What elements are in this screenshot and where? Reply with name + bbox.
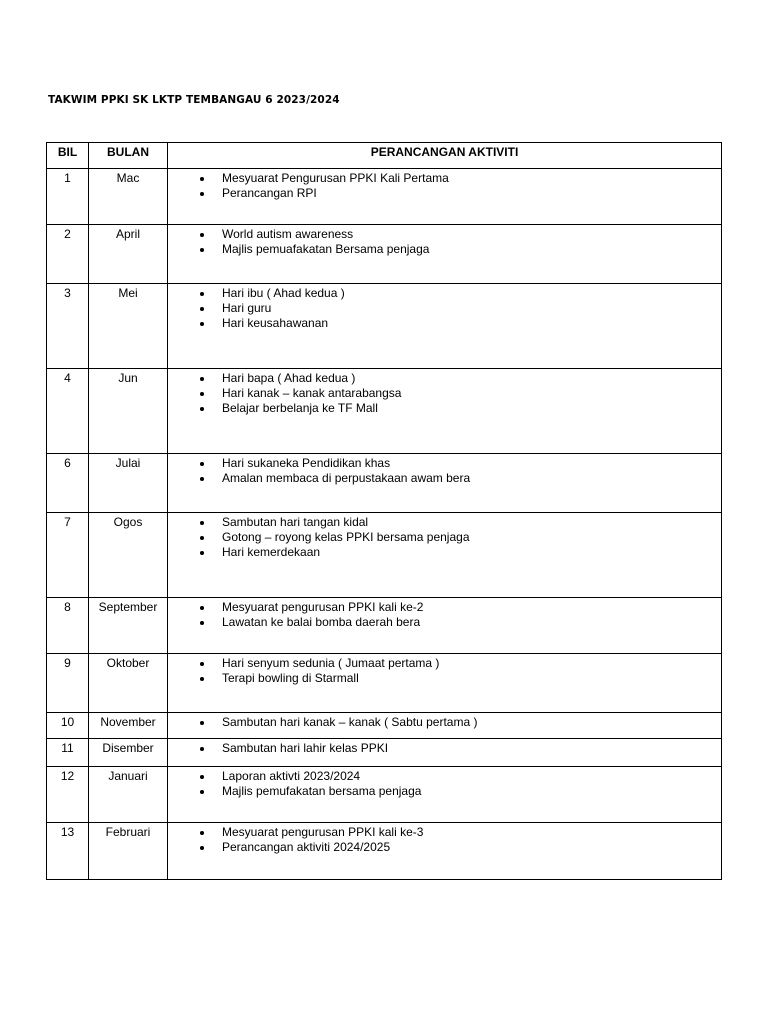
- activity-item: Gotong – royong kelas PPKI bersama penjaga: [198, 530, 721, 545]
- bil-cell: 4: [47, 369, 89, 453]
- bulan-cell: Ogos: [89, 513, 168, 597]
- activity-list: [168, 741, 721, 756]
- bulan-cell: Februari: [89, 823, 168, 879]
- table-row: [46, 712, 722, 738]
- aktiviti-cell: [168, 454, 721, 512]
- table-row: [46, 738, 722, 766]
- activity-item: Mesyuarat Pengurusan PPKI Kali Pertama: [198, 171, 721, 186]
- activity-item: Perancangan RPI: [198, 186, 721, 201]
- bulan-cell: April: [89, 225, 168, 283]
- table-row: [46, 453, 722, 512]
- table-row: [46, 822, 722, 880]
- bulan-cell: Julai: [89, 454, 168, 512]
- table-row: [46, 224, 722, 283]
- aktiviti-cell: [168, 225, 721, 283]
- aktiviti-cell: [168, 284, 721, 368]
- activity-item: Terapi bowling di Starmall: [198, 671, 721, 686]
- bil-cell: 9: [47, 654, 89, 712]
- activity-list: [168, 825, 721, 855]
- activity-item: Hari guru: [198, 301, 721, 316]
- activity-item: Hari bapa ( Ahad kedua ): [198, 371, 721, 386]
- bil-cell: 3: [47, 284, 89, 368]
- activity-item: Lawatan ke balai bomba daerah bera: [198, 615, 721, 630]
- activity-item: Hari sukaneka Pendidikan khas: [198, 456, 721, 471]
- bil-cell: 13: [47, 823, 89, 879]
- activity-item: Majlis pemufakatan bersama penjaga: [198, 784, 721, 799]
- activity-list: [168, 371, 721, 416]
- activity-item: Mesyuarat pengurusan PPKI kali ke-2: [198, 600, 721, 615]
- bil-cell: 11: [47, 739, 89, 766]
- header-bulan: BULAN: [89, 143, 168, 168]
- table-row: [46, 512, 722, 597]
- activity-item: Sambutan hari kanak – kanak ( Sabtu pertama ): [198, 715, 721, 730]
- bil-cell: 7: [47, 513, 89, 597]
- aktiviti-cell: [168, 823, 721, 879]
- aktiviti-cell: [168, 654, 721, 712]
- header-aktiviti: PERANCANGAN AKTIVITI: [370, 145, 519, 159]
- activity-list: [168, 515, 721, 560]
- activity-item: Sambutan hari tangan kidal: [198, 515, 721, 530]
- activity-item: Majlis pemuafakatan Bersama penjaga: [198, 242, 721, 257]
- bulan-cell: November: [89, 713, 168, 738]
- activity-item: Perancangan aktiviti 2024/2025: [198, 840, 721, 855]
- table-row: [46, 283, 722, 368]
- aktiviti-cell: [168, 739, 721, 766]
- aktiviti-cell: [168, 598, 721, 653]
- activity-item: Mesyuarat pengurusan PPKI kali ke-3: [198, 825, 721, 840]
- bulan-cell: September: [89, 598, 168, 653]
- bulan-cell: Mei: [89, 284, 168, 368]
- activity-item: Hari kemerdekaan: [198, 545, 721, 560]
- aktiviti-cell: [168, 369, 721, 453]
- activity-table: [46, 142, 722, 880]
- bulan-cell: Jun: [89, 369, 168, 453]
- table-row: [46, 766, 722, 822]
- table-row: [46, 368, 722, 453]
- bulan-cell: Mac: [89, 169, 168, 224]
- activity-item: Belajar berbelanja ke TF Mall: [198, 401, 721, 416]
- activity-item: Laporan aktivti 2023/2024: [198, 769, 721, 784]
- activity-item: Hari keusahawanan: [198, 316, 721, 331]
- activity-item: World autism awareness: [198, 227, 721, 242]
- activity-list: [168, 286, 721, 331]
- aktiviti-cell: [168, 513, 721, 597]
- activity-item: Hari kanak – kanak antarabangsa: [198, 386, 721, 401]
- page-title: TAKWIM PPKI SK LKTP TEMBANGAU 6 2023/2024: [48, 94, 340, 106]
- header-bil: BIL: [47, 143, 89, 168]
- table-body: [46, 168, 722, 880]
- bulan-cell: Disember: [89, 739, 168, 766]
- table-row: [46, 597, 722, 653]
- bil-cell: 6: [47, 454, 89, 512]
- bulan-cell: Oktober: [89, 654, 168, 712]
- activity-list: [168, 171, 721, 201]
- bil-cell: 10: [47, 713, 89, 738]
- aktiviti-cell: [168, 713, 721, 738]
- activity-item: Hari ibu ( Ahad kedua ): [198, 286, 721, 301]
- activity-list: [168, 656, 721, 686]
- bil-cell: 8: [47, 598, 89, 653]
- activity-list: [168, 227, 721, 257]
- activity-item: Sambutan hari lahir kelas PPKI: [198, 741, 721, 756]
- table-header-row: [46, 142, 722, 168]
- activity-list: [168, 456, 721, 486]
- bulan-cell: Januari: [89, 767, 168, 822]
- bil-cell: 12: [47, 767, 89, 822]
- activity-item: Hari senyum sedunia ( Jumaat pertama ): [198, 656, 721, 671]
- bil-cell: 2: [47, 225, 89, 283]
- activity-list: [168, 600, 721, 630]
- activity-list: [168, 715, 721, 730]
- activity-list: [168, 769, 721, 799]
- table-row: [46, 168, 722, 224]
- aktiviti-cell: [168, 169, 721, 224]
- aktiviti-cell: [168, 767, 721, 822]
- activity-item: Amalan membaca di perpustakaan awam bera: [198, 471, 721, 486]
- table-row: [46, 653, 722, 712]
- bil-cell: 1: [47, 169, 89, 224]
